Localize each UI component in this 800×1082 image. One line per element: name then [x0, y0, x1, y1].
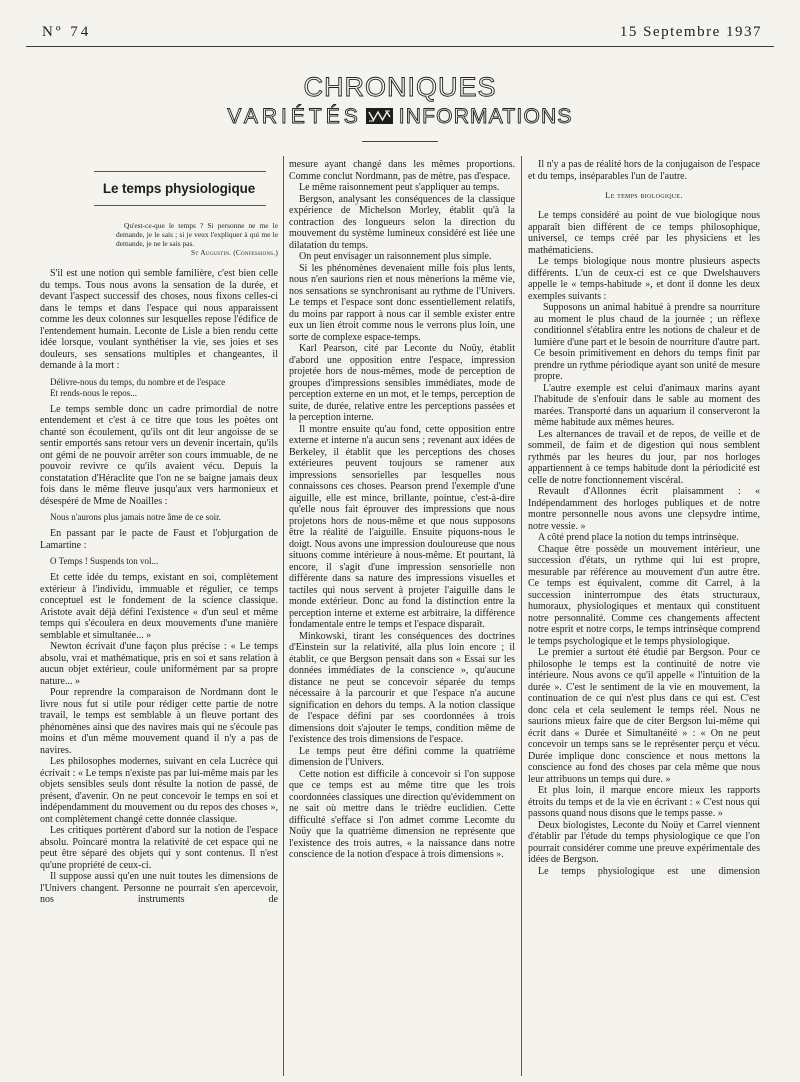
paragraph: En passant par le pacte de Faust et l'objurgation de Lamartine :	[40, 528, 278, 551]
masthead-title: CHRONIQUES	[303, 72, 497, 102]
masthead-ornament-icon	[366, 108, 393, 124]
paragraph: Les critiques portèrent d'abord sur la notion de l'espace absolu. Poincaré montra la relativité de cet espace qui ne peut être séparé des objets qui y sont contenus. Il n'est qu'une propriété de ceux-ci.	[40, 825, 278, 871]
paragraph: Les philosophes modernes, suivant en cela Lucrèce qui écrivait : « Le temps n'existe pas par lui-même mais par les objets sensibles seuls dont résulte la notion de passé, de présent, d'avenir. On ne peut concevoir le temps en soi et indépendamment du mouvement ou du repos des choses », ont complètement changé cette donnée classique.	[40, 756, 278, 825]
epigraph-text: Qu'est-ce-que le temps ? Si personne ne me le demande, je le sais ; si je veux l'expliquer à qui me le demande, je ne le sais pas.	[116, 221, 278, 248]
column-divider-right	[521, 156, 522, 1076]
verse-quote: Nous n'aurons plus jamais notre âme de ce soir.	[50, 512, 221, 522]
paragraph: Il n'y a pas de réalité hors de la conjugaison de l'espace et du temps, inséparables l'un de l'autre.	[528, 159, 760, 182]
indented-paragraph: L'autre exemple est celui d'animaux marins ayant l'habitude de s'enfouir dans le sable au moment des marées. Transporté dans un aquarium il conserveront la même habitude aux mêmes heures.	[534, 382, 760, 428]
paragraph: Cette notion est difficile à concevoir si l'on suppose que ce temps est au même titre que les trois coordonnées classiques une direction qu'évidemment on ne sait où mettre dans le trièdre euclidien. Cette difficulté s'efface si l'on admet comme Lecomte du Noüy que la quatrième dimension ne représente que l'existence des trois autres, « la naissance dans notre conscience de la notion d'espace à trois dimensions ».	[289, 768, 515, 860]
paragraph: Pour reprendre la comparaison de Nordmann dont le livre nous fut si utile pour rédiger cette partie de notre travail, le temps est semblable à un fleuve portant des phénomènes ainsi que des navires mais qui ne s'écoule pas moins et d'un même mouvement quand il n'y a pas de navires.	[40, 687, 278, 756]
header-rule	[26, 46, 774, 47]
paragraph: Newton écrivait d'une façon plus précise : « Le temps absolu, vrai et mathématique, pris en soi et sans relation à aucun objet extérieur, coule uniformément par sa propre nature... »	[40, 641, 278, 687]
paragraph: Le temps semble donc un cadre primordial de notre entendement et c'est à ce titre que tous les poètes ont chanté son écoulement, qu'ils ont dit leur angoisse de se sentir emportés sans retour vers un devenir incertain, qu'ils ont gémi de ne pouvoir arrêter son cours immuable, de ne pouvoir revivre ce qu'ils avaient vécu. Depuis la constatation d'Héraclite que l'on ne se baigne jamais deux fois dans le même fleuve jusqu'aux vers harmonieux et désespéré de Mme de Noailles :	[40, 403, 278, 507]
column-divider-left	[283, 156, 284, 1076]
paragraph: Le temps physiologique est une dimension	[538, 865, 760, 877]
paragraph: On peut envisager un raisonnement plus simple.	[299, 251, 492, 262]
paragraph-continued: mesure ayant changé dans les mêmes proportions. Comme conclut Nordmann, pas de mètre, pas d'espace.	[289, 159, 515, 182]
masthead-varietes: VARIÉTÉS	[227, 105, 362, 128]
paragraph: Les alternances de travail et de repos, de veille et de sommeil, de faim et de digestion qui nous semblent rythmés par les heures du jour, par nos horloges appartiennent à ce temps habitude dont la périodicité est celle de notre fonctionnement viscéral.	[528, 428, 760, 486]
article-column-middle	[289, 159, 515, 861]
paragraph: Si les phénomènes devenaient mille fois plus lents, nous n'en saurions rien et nous mènerions la même vie, nos sensations se synchronisant au rythme de l'Univers. Le temps et l'espace sont donc essentiellement relatifs, du moins par rapport à nous car il semble exister entre eux un lien étroit comme nous le verrons plus loin, une sorte de complexe espace-temps.	[289, 262, 515, 343]
issue-number: Nº 74	[42, 24, 92, 40]
paragraph: Le même raisonnement peut s'appliquer au temps.	[299, 182, 500, 193]
paragraph: Deux biologistes, Leconte du Noüy et Carrel viennent d'établir par l'étude du temps physiologique ce que l'on pourrait considérer comme une preuve expérimentale des idées de Bergson.	[528, 819, 760, 865]
title-rule-top	[94, 171, 266, 172]
column-body-middle	[289, 159, 515, 861]
column-body-right	[528, 159, 760, 877]
epigraph	[116, 221, 278, 257]
issue-date: 15 Septembre 1937	[619, 24, 762, 40]
paragraph: Le temps peut être défini comme la quatrième dimension de l'Univers.	[289, 745, 515, 768]
section-heading: Le temps biologique.	[605, 190, 683, 200]
title-rule-bottom	[94, 205, 266, 206]
paragraph: A côté prend place la notion du temps intrinsèque.	[538, 532, 739, 543]
column-body-left	[40, 268, 278, 906]
masthead-informations: INFORMATIONS	[398, 105, 573, 128]
paragraph: Karl Pearson, cité par Leconte du Noüy, établit d'abord une opposition entre l'espace, impression projetée hors de nous-mêmes, mode de perception de groupes d'impressions sensibles immédiates, mode de perception externe en un mot, et le temps, perception de suite, de durée, relative entre les perceptions passées et la perception interne.	[289, 343, 515, 423]
paragraph: Et plus loin, il marque encore mieux les rapports étroits du temps et de la vie en écrivant : « C'est nous qui passons quand nous disons que le temps passe. »	[528, 785, 760, 819]
verse-quote: O Temps ! Suspends ton vol...	[50, 556, 159, 566]
article-column-right	[528, 159, 760, 877]
masthead-rule	[362, 141, 438, 142]
paragraph: Le temps biologique nous montre plusieurs aspects différents. L'un de ceux-ci est ce que Dwelshauvers appelle le « temps-habitude », et dont il donne les deux exemples suivants :	[528, 256, 760, 302]
paragraph: Il suppose aussi qu'en une nuit toutes les dimensions de l'Univers changent. Personne ne pourrait s'en apercevoir, nos instruments de	[40, 871, 278, 905]
verse-quote: Et rends-nous le repos...	[50, 387, 137, 398]
article-title-block	[40, 171, 278, 206]
indented-paragraph: Supposons un animal habitué à prendre sa nourriture au moment le plus chaud de la journée ; un réflexe conditionnel s'établira entre les notions de chaleur et de lumière d'une part et le besoin de nourriture d'autre part. Ce besoin primitivement en dehors du temps finit par prendre un rythme périodique ayant son unité de mesure propre.	[534, 302, 760, 382]
paragraph: Revault d'Allonnes écrit plaisamment : « Indépendamment des horloges publiques et de notre montre personnelle nous avons une clepsydre intime, notre vessie. »	[528, 486, 760, 532]
paragraph: Il montre ensuite qu'au fond, cette opposition entre externe et interne n'a aucun sens ; revenant aux idées de Berkeley, il établit que les perceptions des choses extérieures peuvent toujours se ramener aux impressions sensorielles par lesquelles nous connaissons ces choses. Pearson prend l'exemple d'une aiguille, elle est mince, brillante, pointue, c'est-à-dire qu'elle nous fait éprouver des impressions que nous projetons hors de nous-même et que nous supposons être la réalité de l'aiguille. Ensuite piquons-nous le doigt. Nous avons une impression douloureuse que nous situons comme intérieure à nous-même. Et pourtant, là encore, il s'agit d'une impression sensorielle non différente dans sa nature des impressions visuelles et tactiles qui nous servent à projeter l'aiguille dans le monde extérieur. Donc au fond la distinction entre la perception interne et externe est arbitraire, la différence fondamentale entre le temps et l'espace disparaît.	[289, 423, 515, 630]
verse-quote: Délivre-nous du temps, du nombre et de l'espace	[50, 376, 226, 387]
paragraph: Bergson, analysant les conséquences de la classique expérience de Michelson Morley, établit qu'à la contraction des longueurs selon la direction du mouvement du système lumineux considéré est liée une dilatation du temps.	[289, 193, 515, 251]
epigraph-source: St Augustin. (Confessions.)	[191, 248, 278, 257]
paragraph: S'il est une notion qui semble familière, c'est bien celle du temps. Tous nous avons la sensation de la durée, et devant l'aspect successif des choses, nous fixons celles-ci dans le temps et dans l'espace qui nous apparaissent comme les deux colonnes sur lesquelles repose l'édifice de l'entendement humain. Leconte de Lisle a bien rendu cette idée lorsque, voulant synthétiser la vie, ses joies et ses douleurs, ses sensations multiples et changeantes, il demande à la mort :	[40, 268, 278, 371]
paragraph: Et cette idée du temps, existant en soi, complètement extérieur à l'individu, immuable et régulier, ce temps conceptuel est le fondement de la science classique. Aristote avait déjà défini l'existence « d'un seul et même temps qui s'écoulera en deux mouvements d'une manière semblable et simultanée... »	[40, 572, 278, 641]
masthead-subtitle	[0, 106, 800, 127]
paragraph: Le temps considéré au point de vue biologique nous apparaît bien différent de ce temps philosophique, universel, ce temps créé par les physiciens et les mathématiciens.	[528, 210, 760, 256]
paragraph: Minkowski, tirant les conséquences des doctrines d'Einstein sur la relativité, alla plus loin encore ; il établit, ce que Bergson pensait dans son « Essai sur les données immédiates de la conscience », qu'aucune distance ne peut se concevoir séparée du temps nécessaire à la parcourir et que l'espace n'a aucune signification en dehors du temps. A la notion classique de l'espace défini par ses coordonnées à trois dimensions doit s'ajouter le temps, condition même de l'existence des trois dimensions de l'espace.	[289, 630, 515, 745]
article-title: Le temps physiologique	[102, 181, 256, 196]
paragraph: Chaque être possède un mouvement intérieur, une succession d'états, un rythme qui lui est propre, mesurable par référence au mouvement d'un autre être. Ce temps est équivalent, comme dit Carrel, à la succession ininterrompue des états structuraux, humoraux, physiologiques et mentaux qui constituent notre personnalité. Comme ces changements affectent notre esprit et notre corps, le temps intrinsèque comprend le temps psychologique et le temps physiologique.	[528, 543, 760, 647]
article-column-left	[40, 163, 278, 906]
paragraph: Le premier a surtout été étudié par Bergson. Pour ce philosophe le temps est la continuité de notre vie intérieure. Nous avons ce qu'il appelle « l'intuition de la durée ». C'est le sentiment de la vie en mouvement, la continuation de ce qui n'est plus dans ce qui est. C'est donc cela et cela seulement le temps réel. Nous ne saurions mieux faire que de citer Bergson lui-même qui écrit dans « Durée et Simultanéité » : « On ne peut concevoir un temps sans se le représenter perçu et vécu. Durée implique donc conscience et nous mettons la conscience au fond des choses par cela même que nous leur attribuons un temps qui dure. »	[528, 647, 760, 785]
